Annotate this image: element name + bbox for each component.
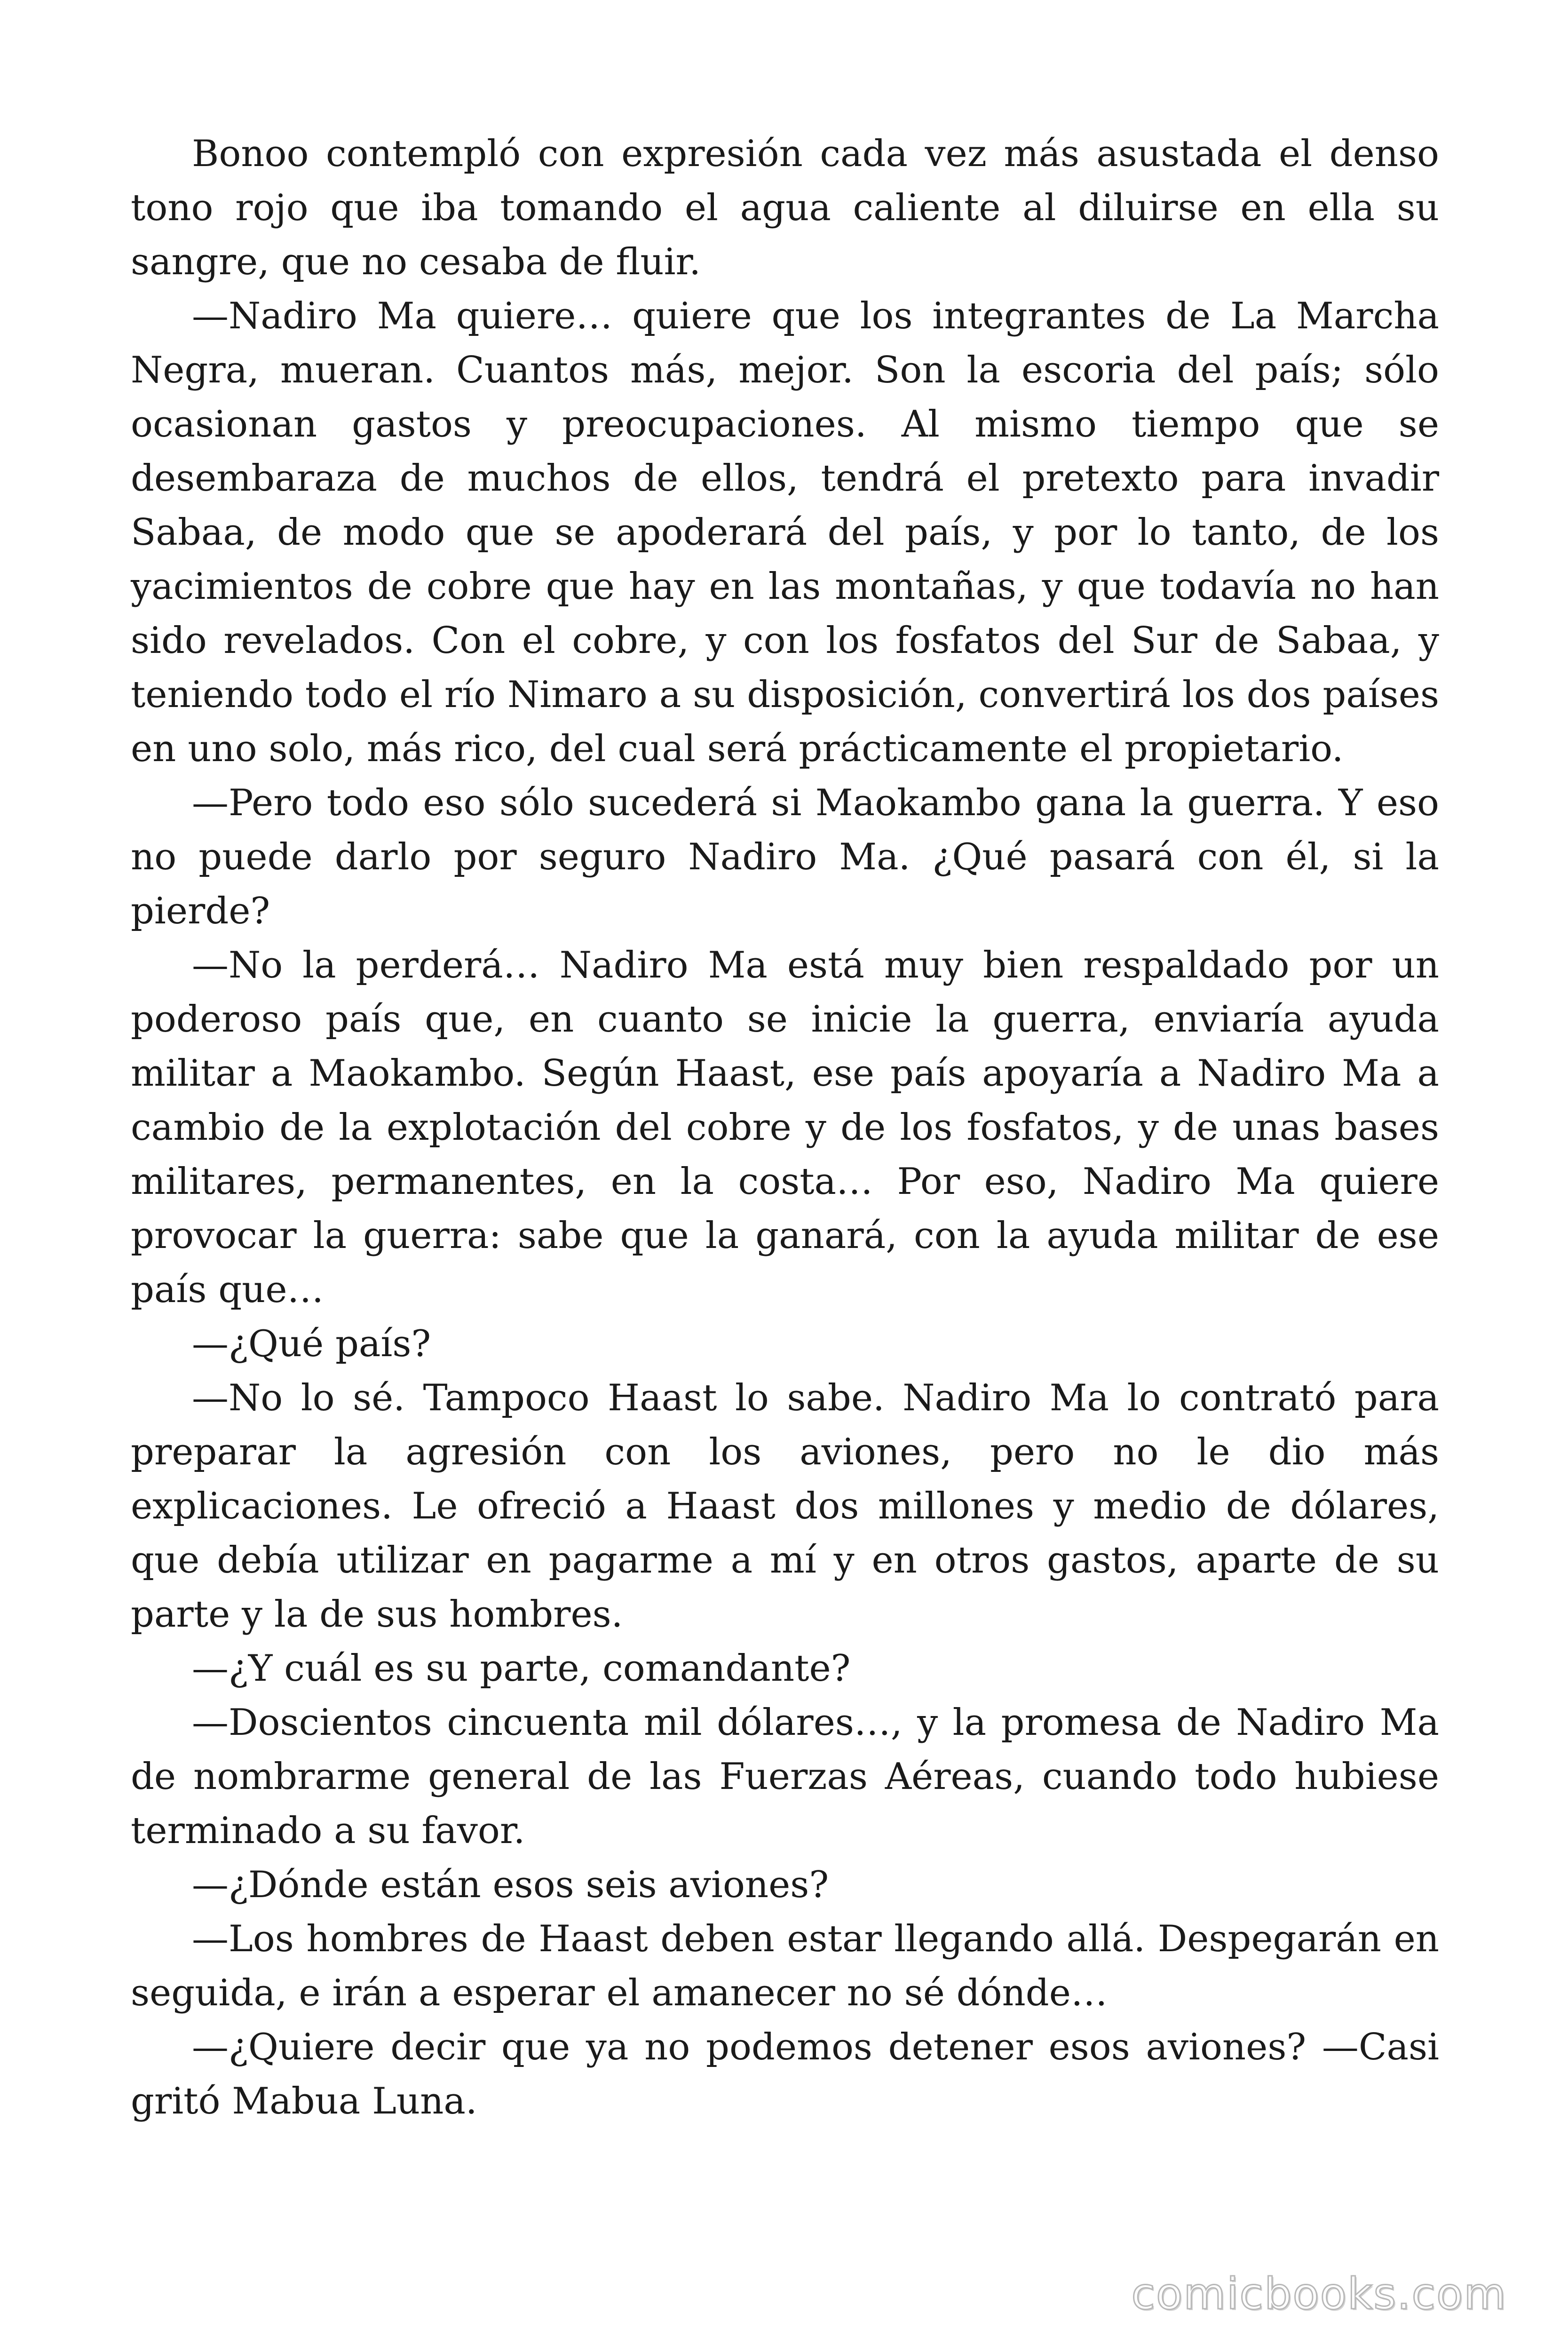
paragraph: —Nadiro Ma quiere… quiere que los integrantes de La Marcha Negra, mueran. Cuantos más, mejor. Son la escoria del país; sólo ocasionan gastos y preocupaciones. Al mismo tiempo que se desembaraza de muchos de ellos, tendrá el pretexto para invadir Sabaa, de modo que se apoderará del país, y por lo tanto, de los yacimientos de cobre que hay en las montañas, y que todavía no han sido revelados. Con el cobre, y con los fosfatos del Sur de Sabaa, y teniendo todo el río Nimaro a su disposición, convertirá los dos países en uno solo, más rico, del cual será prácticamente el propietario. [131, 295, 1439, 770]
body-text [131, 127, 1439, 2129]
paragraph: —¿Dónde están esos seis aviones? [192, 1864, 829, 1906]
paragraph: —No la perderá… Nadiro Ma está muy bien respaldado por un poderoso país que, en cuanto se inicie la guerra, enviaría ayuda militar a Maokambo. Según Haast, ese país apoyaría a Nadiro Ma a cambio de la explotación del cobre y de los fosfatos, y de unas bases militares, permanentes, en la costa… Por eso, Nadiro Ma quiere provocar la guerra: sabe que la ganará, con la ayuda militar de ese país que… [131, 944, 1439, 1311]
paragraph: —¿Quiere decir que ya no podemos detener esos aviones? —Casi gritó Mabua Luna. [131, 2026, 1439, 2122]
paragraph: —¿Y cuál es su parte, comandante? [192, 1647, 851, 1690]
paragraph: —Doscientos cincuenta mil dólares…, y la promesa de Nadiro Ma de nombrarme general de las Fuerzas Aéreas, cuando todo hubiese terminado a su favor. [131, 1701, 1439, 1852]
paragraph: Bonoo contempló con expresión cada vez más asustada el denso tono rojo que iba tomando el agua caliente al diluirse en ella su sangre, que no cesaba de fluir. [131, 133, 1439, 283]
paragraph: —¿Qué país? [192, 1323, 431, 1365]
paragraph: —No lo sé. Tampoco Haast lo sabe. Nadiro Ma lo contrató para preparar la agresión con los aviones, pero no le dio más explicaciones. Le ofreció a Haast dos millones y medio de dólares, que debía utilizar en pagarme a mí y en otros gastos, aparte de su parte y la de sus hombres. [131, 1377, 1439, 1636]
paragraph: —Los hombres de Haast deben estar llegando allá. Despegarán en seguida, e irán a esperar el amanecer no sé dónde… [131, 1918, 1439, 2014]
watermark: comicbooks.com [1131, 2269, 1507, 2319]
paragraph: —Pero todo eso sólo sucederá si Maokambo gana la guerra. Y eso no puede darlo por seguro Nadiro Ma. ¿Qué pasará con él, si la pierde? [131, 782, 1439, 932]
